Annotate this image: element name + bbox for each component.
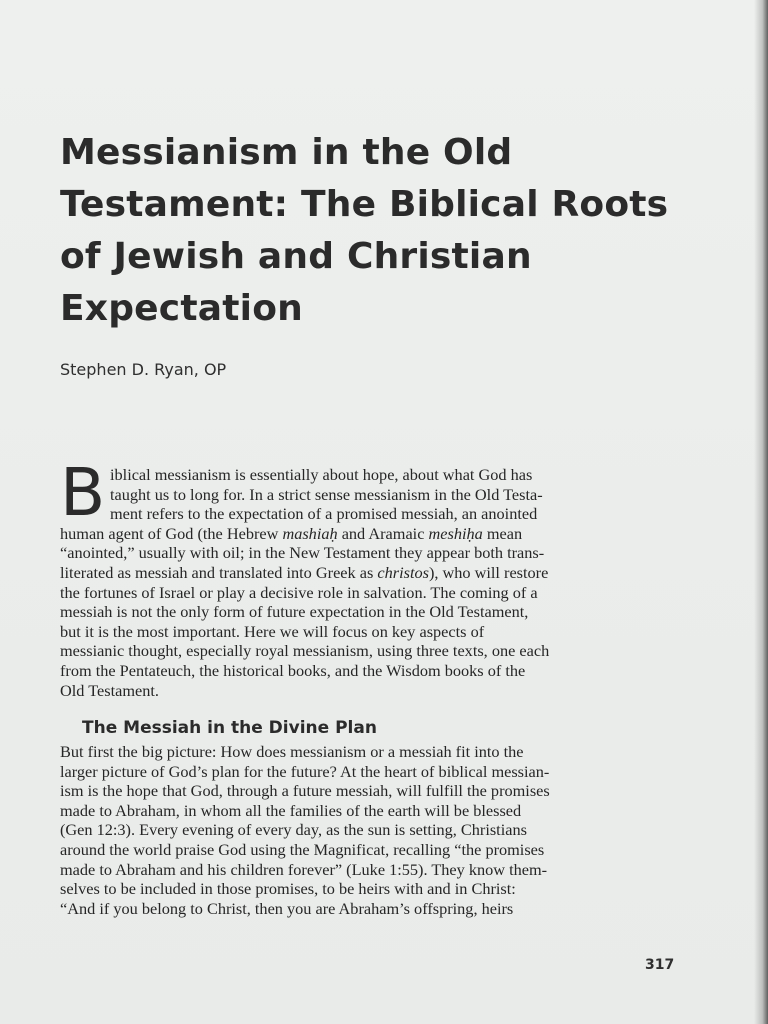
text-line: selves to be included in those promises, to be heirs with and in Christ:	[60, 879, 516, 899]
greek-term: christos	[377, 562, 429, 582]
text-run: ), who will restore	[428, 562, 549, 582]
drop-cap: B	[60, 454, 106, 531]
text-line: from the Pentateuch, the historical books, and the Wisdom books of the	[60, 660, 526, 680]
aramaic-term: meshiḥa	[428, 523, 483, 543]
title-line: Testament: The Biblical Roots	[60, 184, 669, 225]
title-line: Expectation	[60, 288, 303, 329]
text-run: human agent of God (the Hebrew	[60, 523, 283, 543]
text-line: ism is the hope that God, through a future messiah, will fulfill the promises	[60, 781, 550, 801]
text-line: around the world praise God using the Magnificat, recalling “the promises	[60, 839, 545, 859]
text-line: taught us to long for. In a strict sense messianism in the Old Testa-	[110, 484, 543, 504]
text-line: (Gen 12:3). Every evening of every day, as the sun is setting, Christians	[60, 820, 527, 840]
page-edge-shadow	[754, 0, 768, 1024]
section-heading: The Messiah in the Divine Plan	[82, 718, 377, 738]
section-paragraph	[60, 742, 685, 918]
text-line: made to Abraham, in whom all the families of the earth will be blessed	[60, 800, 522, 820]
article-title	[60, 127, 710, 335]
text-run: mean	[482, 523, 523, 543]
text-line: messianic thought, especially royal messianism, using three texts, one each	[60, 641, 550, 661]
text-line: “anointed,” usually with oil; in the New Testament they appear both trans-	[60, 543, 545, 563]
text-line: but it is the most important. Here we will focus on key aspects of	[60, 621, 485, 641]
text-line: “And if you belong to Christ, then you are Abraham’s offspring, heirs	[60, 898, 514, 918]
text-line: made to Abraham and his children forever” (Luke 1:55). They know them-	[60, 859, 548, 879]
text-line	[60, 524, 685, 544]
text-run: literated as messiah and translated into Greek as	[60, 562, 378, 582]
text-line: larger picture of God’s plan for the future? At the heart of biblical messian-	[60, 761, 550, 781]
text-run: and Aramaic	[337, 523, 429, 543]
text-line: But first the big picture: How does messianism or a messiah fit into the	[60, 742, 524, 761]
text-line: Old Testament.	[60, 680, 159, 700]
text-line: iblical messianism is essentially about hope, about what God has	[110, 465, 533, 484]
text-line	[60, 563, 685, 583]
page-number: 317	[645, 957, 675, 973]
article-author: Stephen D. Ryan, OP	[60, 360, 227, 379]
title-line: of Jewish and Christian	[60, 236, 532, 277]
title-line: Messianism in the Old	[60, 132, 513, 173]
intro-paragraph	[60, 465, 685, 700]
hebrew-term: mashiaḥ	[282, 523, 338, 543]
text-line: the fortunes of Israel or play a decisive role in salvation. The coming of a	[60, 582, 538, 602]
text-line: messiah is not the only form of future expectation in the Old Testament,	[60, 602, 529, 622]
text-line: ment refers to the expectation of a promised messiah, an anointed	[110, 504, 538, 524]
